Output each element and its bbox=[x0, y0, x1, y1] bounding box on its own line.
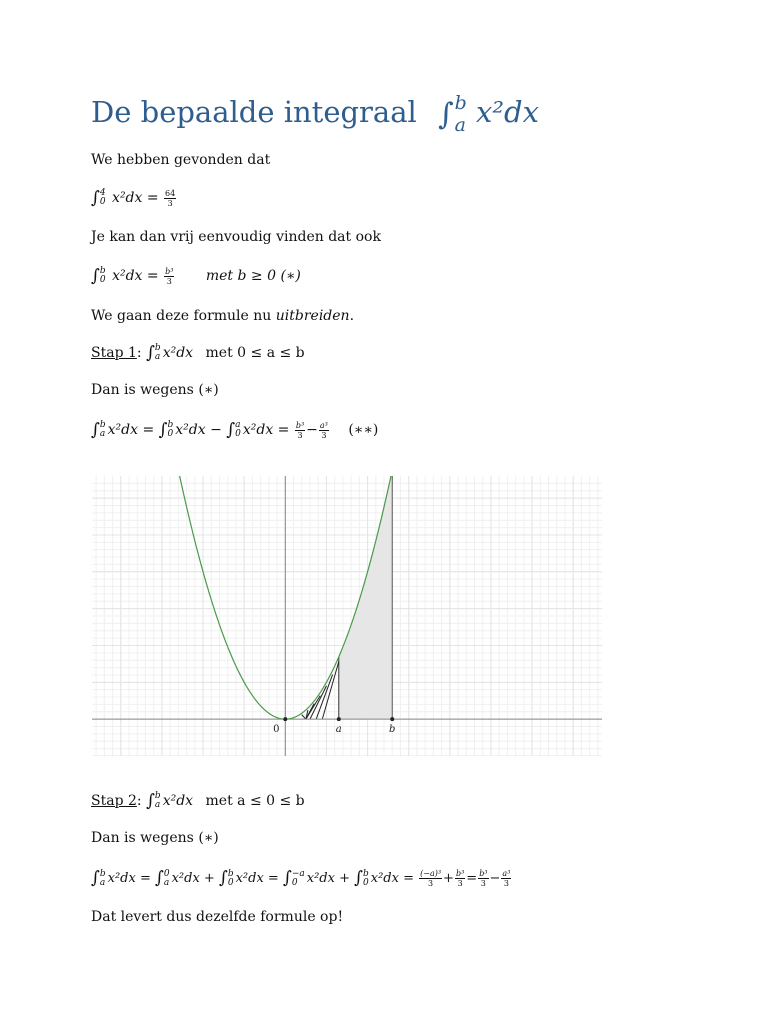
condition-b: met b ≥ 0 (∗) bbox=[205, 268, 301, 284]
axis-label-origin: 0 bbox=[273, 724, 280, 736]
text-conclusion: Dat levert dus dezelfde formule op! bbox=[91, 909, 344, 925]
hatch-line bbox=[322, 662, 338, 720]
formula-split: ∫ b a x²dx = ∫ 0 a x²dx + ∫ b 0 x²dx = ∫ −a 0 x²dx + ∫ b 0 x²dx = $\frac{\text{(−a)³}}{3}$ + $\frac{\text{b³}}{3}$ = $\frac{\text{b³}}{3}$ − $\frac{\text{a³}}{3}$ bbox=[91, 868, 511, 888]
formula-integral-0-b: ∫ b 0 x²dx = $\frac{\text{b³}}{3}$ met b ≥ 0 (∗) bbox=[91, 266, 301, 286]
title-text: De bepaalde integraal bbox=[91, 95, 417, 129]
title-upper-limit: b bbox=[454, 92, 467, 114]
text-dan-1: Dan is wegens (∗) bbox=[91, 382, 219, 398]
step-2: Stap 2: ∫ b a x²dx met a ≤ 0 ≤ b bbox=[91, 791, 305, 811]
title-formula: ∫ b a x²dx bbox=[438, 92, 539, 136]
text-extend: We gaan deze formule nu uitbreiden. bbox=[91, 308, 355, 324]
text-easy: Je kan dan vrij eenvoudig vinden dat ook bbox=[91, 229, 381, 245]
formula-difference: ∫ b a x²dx = ∫ b 0 x²dx − ∫ a 0 x²dx = $\frac{\text{b³}}{3}$ − $\frac{\text{a³}}{3}$ (∗∗) bbox=[91, 420, 379, 440]
title-lower-limit: a bbox=[454, 114, 466, 136]
formula-integral-0-4: ∫ 4 0 x²dx = $\frac{64}{3}$ bbox=[91, 188, 176, 208]
step-1: Stap 1: ∫ b a x²dx met 0 ≤ a ≤ b bbox=[91, 343, 305, 363]
step-2-label: Stap 2 bbox=[91, 793, 137, 809]
title-integrand: x²dx bbox=[476, 95, 539, 129]
axis-label-b: b bbox=[389, 724, 396, 736]
equation-tag: (∗∗) bbox=[348, 422, 379, 438]
axis-point-origin bbox=[283, 717, 287, 721]
text-found: We hebben gevonden dat bbox=[91, 152, 271, 168]
parabola-figure bbox=[92, 476, 602, 756]
step-1-label: Stap 1 bbox=[91, 345, 137, 361]
axis-point-b bbox=[390, 717, 394, 721]
page-title bbox=[91, 88, 539, 137]
step-2-condition: met a ≤ 0 ≤ b bbox=[205, 793, 305, 809]
hatch-line bbox=[302, 715, 306, 720]
axis-point-a bbox=[337, 717, 341, 721]
text-dan-2: Dan is wegens (∗) bbox=[91, 830, 219, 846]
axis-label-a: a bbox=[335, 724, 342, 736]
step-1-condition: met 0 ≤ a ≤ b bbox=[205, 345, 305, 361]
